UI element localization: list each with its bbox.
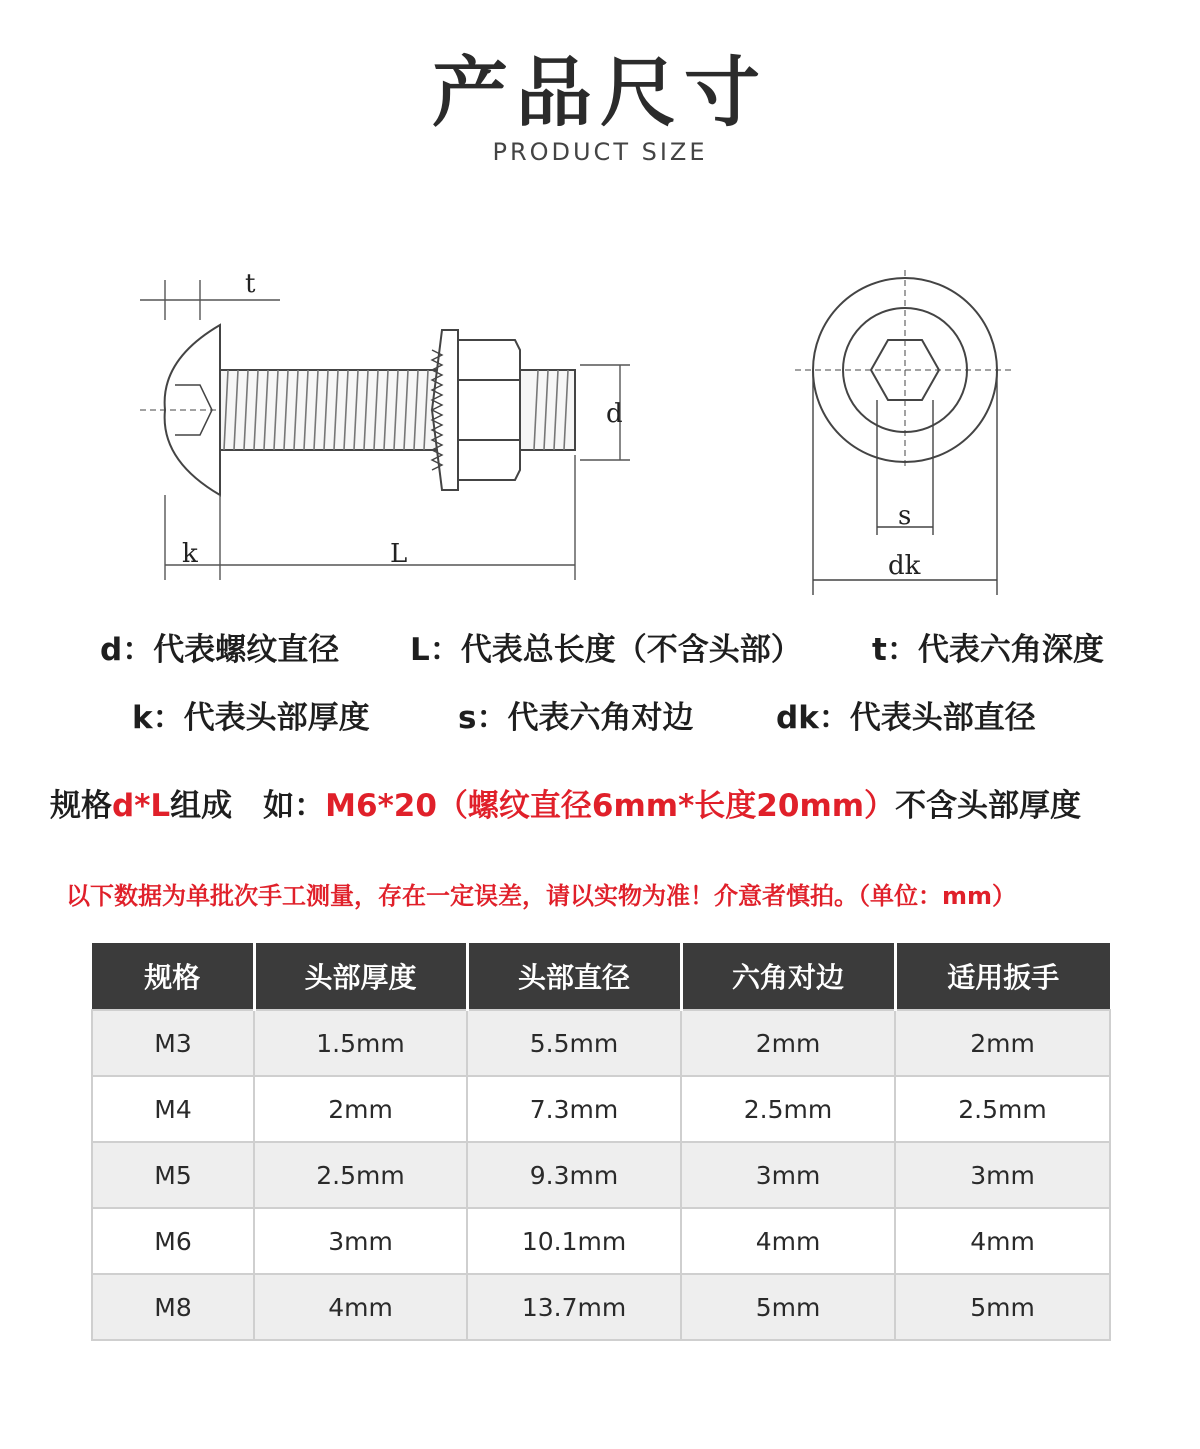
header-head-diameter: 头部直径	[467, 943, 681, 1010]
cell-head-diameter: 7.3mm	[467, 1076, 681, 1142]
header-wrench-size: 适用扳手	[895, 943, 1110, 1010]
cell-head-thickness: 2mm	[254, 1076, 467, 1142]
legend-s: s：代表六角对边	[458, 700, 694, 736]
table-row	[92, 1274, 1110, 1340]
cell-head-thickness: 3mm	[254, 1208, 467, 1274]
spec-prefix: 规格	[50, 788, 112, 824]
measurement-note: 以下数据为单批次手工测量，存在一定误差，请以实物为准！介意者慎拍。（单位：mm）	[66, 882, 1017, 910]
cell-wrench: 2mm	[895, 1010, 1110, 1076]
cell-head-diameter: 5.5mm	[467, 1010, 681, 1076]
label-dk: dk	[888, 551, 921, 581]
cell-hex: 5mm	[681, 1274, 895, 1340]
header-hex-across-flats: 六角对边	[681, 943, 895, 1010]
header-spec: 规格	[92, 943, 254, 1010]
cell-hex: 3mm	[681, 1142, 895, 1208]
table-row	[92, 1208, 1110, 1274]
spec-suffix: 不含头部厚度	[895, 788, 1082, 824]
spec-formula: d*L	[112, 788, 171, 824]
legend-L: L：代表总长度（不含头部）	[410, 632, 802, 668]
table-header-row	[92, 943, 1110, 1010]
screw-dimension-diagram	[120, 260, 1040, 600]
cell-spec: M3	[92, 1010, 254, 1076]
cell-head-diameter: 13.7mm	[467, 1274, 681, 1340]
label-L: L	[390, 539, 408, 569]
cell-head-thickness: 1.5mm	[254, 1010, 467, 1076]
label-s: s	[898, 501, 912, 531]
cell-wrench: 4mm	[895, 1208, 1110, 1274]
cell-spec: M5	[92, 1142, 254, 1208]
cell-spec: M6	[92, 1208, 254, 1274]
cell-hex: 2mm	[681, 1010, 895, 1076]
cell-head-thickness: 2.5mm	[254, 1142, 467, 1208]
spec-line	[50, 780, 1081, 825]
legend-t: t：代表六角深度	[872, 632, 1104, 668]
legend-k: k：代表头部厚度	[132, 700, 370, 736]
cell-head-thickness: 4mm	[254, 1274, 467, 1340]
cell-wrench: 3mm	[895, 1142, 1110, 1208]
table-row	[92, 1010, 1110, 1076]
cell-head-diameter: 9.3mm	[467, 1142, 681, 1208]
page-title: 产品尺寸	[432, 48, 768, 137]
label-t: t	[245, 269, 256, 299]
spec-example: M6*20（螺纹直径6mm*长度20mm）	[325, 788, 896, 824]
cell-wrench: 2.5mm	[895, 1076, 1110, 1142]
table-row	[92, 1076, 1110, 1142]
cell-wrench: 5mm	[895, 1274, 1110, 1340]
cell-head-diameter: 10.1mm	[467, 1208, 681, 1274]
header-head-thickness: 头部厚度	[254, 943, 467, 1010]
legend-dk: dk：代表头部直径	[776, 700, 1036, 736]
spec-middle: 组成 如：	[170, 788, 326, 824]
cell-spec: M8	[92, 1274, 254, 1340]
size-table	[91, 943, 1111, 1341]
cell-hex: 2.5mm	[681, 1076, 895, 1142]
table-row	[92, 1142, 1110, 1208]
label-k: k	[182, 539, 198, 569]
cell-hex: 4mm	[681, 1208, 895, 1274]
cell-spec: M4	[92, 1076, 254, 1142]
label-d: d	[606, 399, 623, 429]
legend-d: d：代表螺纹直径	[100, 632, 340, 668]
page-subtitle: PRODUCT SIZE	[492, 138, 708, 166]
